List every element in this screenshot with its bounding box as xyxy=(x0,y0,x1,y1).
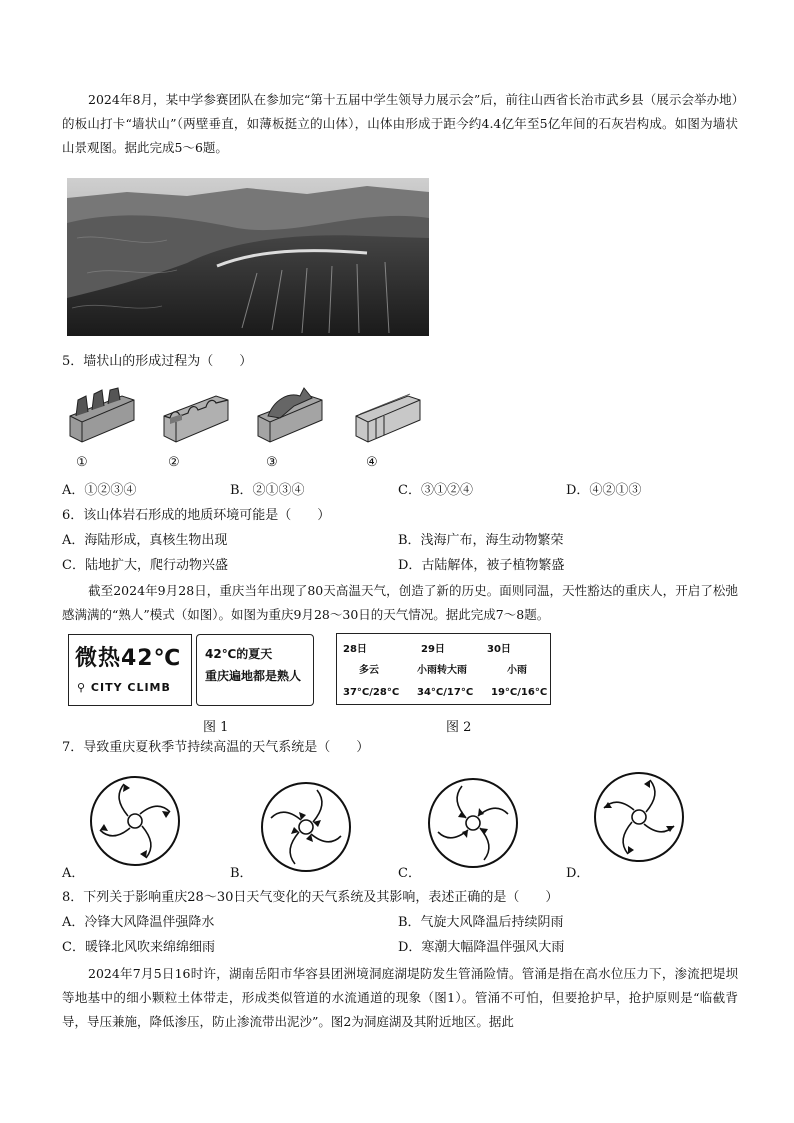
weather-temp-29: 34°C/17°C xyxy=(417,687,474,698)
fig1-sign-acquaintance xyxy=(196,634,314,706)
weather-temp-28: 37°C/28°C xyxy=(343,687,400,698)
q6-option-c[interactable]: C．陆地扩大，爬行动物兴盛 xyxy=(62,558,228,573)
city-climb-label: ⚲ CITY CLIMB xyxy=(77,681,171,694)
q6-option-a[interactable]: A．海陆形成，真核生物出现 xyxy=(62,533,228,548)
location-pin-icon: ⚲ xyxy=(77,681,87,694)
block-diagram-2 xyxy=(160,386,232,444)
q6-option-b[interactable]: B．浅海广布，海生动物繁荣 xyxy=(398,533,564,548)
diagram-label-1: ① xyxy=(76,455,88,470)
block-diagram-1 xyxy=(66,386,138,444)
question-6-stem: 6．该山体岩石形成的地质环境可能是（ ） xyxy=(62,508,331,523)
question-5-stem: 5．墙状山的形成过程为（ ） xyxy=(62,354,253,369)
question-8-stem: 8．下列关于影响重庆28～30日天气变化的天气系统及其影响，表述正确的是（ ） xyxy=(62,890,559,905)
sign-heat-text: 微热42℃ xyxy=(75,646,182,671)
diagram-label-3: ③ xyxy=(266,455,278,470)
sign2-line1: 42℃的夏天 xyxy=(205,647,273,661)
q7-option-d[interactable]: D． xyxy=(566,866,590,881)
q5-option-c[interactable]: C．③①②④ xyxy=(398,483,473,498)
intro-paragraph-1: 2024年8月，某中学参赛团队在参加完“第十五届中学生领导力展示会”后，前往山西省长治市武乡县（展示会举办地）的板山打卡“墙状山”（两壁垂直，如薄板挺立的山体），山体由形成于距今约4.4亿年至5亿年间的石灰岩构成。如图为墙状山景观图。据此完成5～6题。 xyxy=(62,92,738,155)
block-diagram-3 xyxy=(254,386,326,444)
q8-option-c[interactable]: C．暖锋北风吹来绵绵细雨 xyxy=(62,940,215,955)
q6-option-d[interactable]: D．古陆解体，被子植物繁盛 xyxy=(398,558,565,573)
weather-temp-30: 19°C/16°C xyxy=(491,687,548,698)
weather-cond-28: 多云 xyxy=(359,665,379,676)
q5-option-b[interactable]: B．②①③④ xyxy=(230,483,305,498)
cyclone-diagram-c xyxy=(426,776,520,870)
weather-cond-30: 小雨 xyxy=(507,665,527,676)
intro-paragraph-2: 截至2024年9月28日，重庆当年出现了80天高温天气，创造了新的历史。面则同温，天性豁达的重庆人，开启了松弛感满满的“熟人”模式（如图）。如图为重庆9月28～30日的天气情况。据此完成7～8题。 xyxy=(62,583,738,622)
sign2-line2: 重庆遍地都是熟人 xyxy=(205,669,302,683)
q7-option-c[interactable]: C． xyxy=(398,866,421,881)
fig2-weather-table xyxy=(336,633,551,705)
q5-option-d[interactable]: D．④②①③ xyxy=(566,483,642,498)
question-7-stem: 7．导致重庆夏秋季节持续高温的天气系统是（ ） xyxy=(62,740,370,755)
q8-option-b[interactable]: B．气旋大风降温后持续阴雨 xyxy=(398,915,564,930)
wall-mountain-photo xyxy=(67,178,429,336)
weather-date-30: 30日 xyxy=(487,644,511,655)
diagram-label-2: ② xyxy=(168,455,180,470)
fig2-caption: 图 2 xyxy=(446,720,472,735)
fig1-sign-heat xyxy=(68,634,192,706)
q7-option-a[interactable]: A． xyxy=(62,866,85,881)
q8-option-d[interactable]: D．寒潮大幅降温伴强风大雨 xyxy=(398,940,565,955)
diagram-label-4: ④ xyxy=(366,455,378,470)
weather-cond-29: 小雨转大雨 xyxy=(417,665,467,676)
block-diagram-4 xyxy=(352,386,424,444)
fig1-caption: 图 1 xyxy=(203,720,229,735)
q7-option-b[interactable]: B． xyxy=(230,866,253,881)
cyclone-diagram-d xyxy=(592,770,686,864)
weather-date-28: 28日 xyxy=(343,644,367,655)
intro-paragraph-3: 2024年7月5日16时许，湖南岳阳市华容县团洲境洞庭湖堤防发生管涌险情。管涌是指在高水位压力下，渗流把堤坝等地基中的细小颗粒土体带走，形成类似管道的水流通道的现象（图1）。管涌不可怕，但要抢护早，抢护原则是“临截背导，导压兼施，降低渗压，防止渗流带出泥沙”。图2为洞庭湖及其附近地区。据此 xyxy=(62,966,738,1029)
weather-date-29: 29日 xyxy=(421,644,445,655)
cyclone-diagram-b xyxy=(259,780,353,874)
q8-option-a[interactable]: A．冷锋大风降温伴强降水 xyxy=(62,915,215,930)
q5-option-a[interactable]: A．①②③④ xyxy=(62,483,137,498)
cyclone-diagram-a xyxy=(88,774,182,868)
